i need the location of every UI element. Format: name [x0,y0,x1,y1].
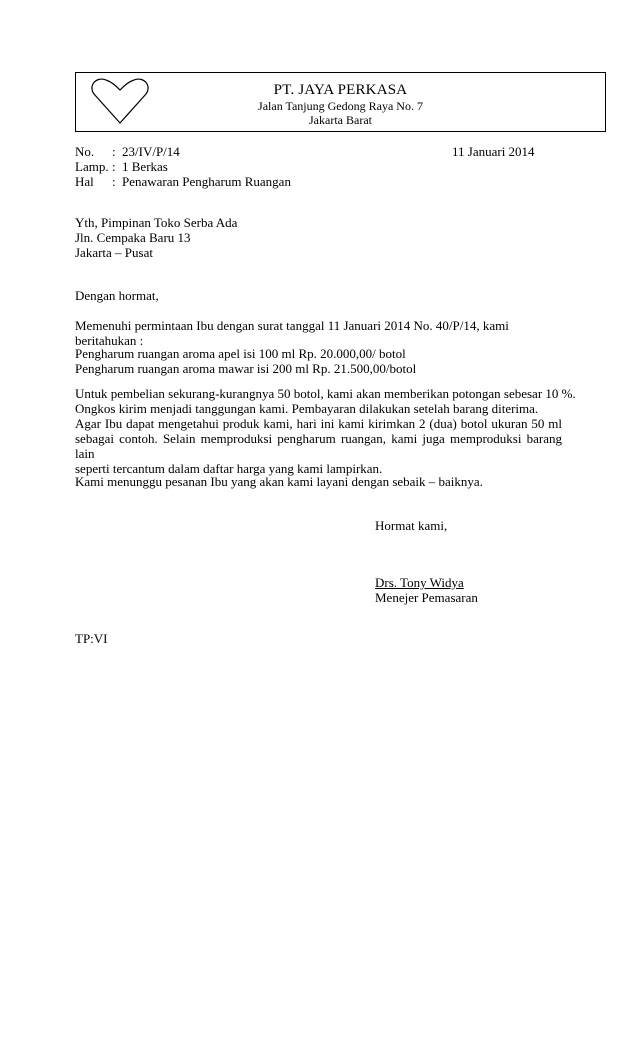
signature-block [375,575,478,605]
product-item: Pengharum ruangan aroma apel isi 100 ml Rp. 20.000,00/ botol [75,346,406,361]
signatory-title: Menejer Pemasaran [375,590,478,605]
company-address-city: Jakarta Barat [309,113,372,127]
recipient-line: Jakarta – Pusat [75,245,153,260]
meta-colon: : [112,144,116,159]
letterhead-text [76,81,605,127]
recipient-address [75,215,562,260]
company-address-street: Jalan Tanjung Gedong Raya No. 7 [258,99,423,113]
meta-value: 23/IV/P/14 [122,144,180,159]
signature-salutation: Hormat kami, [375,518,448,533]
meta-row-attachment [75,159,535,174]
meta-key: No. [75,144,95,159]
company-name: PT. JAYA PERKASA [273,82,408,98]
recipient-line: Jln. Cempaka Baru 13 [75,230,191,245]
reference-initials: TP:VI [75,631,108,646]
meta-key: Lamp. [75,159,109,174]
letter-date: 11 Januari 2014 [452,144,535,159]
meta-row-subject [75,174,535,189]
paragraph-line: Agar Ibu dapat mengetahui produk kami, hari ini kami kirimkan 2 (dua) botol ukuran 50 ml [75,416,562,431]
offer-paragraph [75,386,576,476]
paragraph-line: Untuk pembelian sekurang-kurangnya 50 botol, kami akan memberikan potongan sebesar 10 %. [75,386,576,401]
letterhead [75,72,606,132]
meta-colon: : [112,174,116,189]
paragraph-line: seperti tercantum dalam daftar harga yang kami lampirkan. [75,461,383,476]
meta-key: Hal [75,174,94,189]
meta-value: 1 Berkas [122,159,168,174]
paragraph-line: Ongkos kirim menjadi tanggungan kami. Pembayaran dilakukan setelah barang diterima. [75,401,539,416]
closing-paragraph: Kami menunggu pesanan Ibu yang akan kami layani dengan sebaik – baiknya. [75,474,483,489]
signatory-name: Drs. Tony Widya [375,575,464,590]
intro-paragraph: Memenuhi permintaan Ibu dengan surat tanggal 11 Januari 2014 No. 40/P/14, kami beritahukan : [75,318,509,348]
meta-colon: : [112,159,116,174]
recipient-line: Yth, Pimpinan Toko Serba Ada [75,215,238,230]
greeting: Dengan hormat, [75,288,159,303]
product-item: Pengharum ruangan aroma mawar isi 200 ml Rp. 21.500,00/botol [75,361,417,376]
meta-value: Penawaran Pengharum Ruangan [122,174,291,189]
product-list [75,346,562,376]
paragraph-line: sebagai contoh. Selain memproduksi pengharum ruangan, kami juga memproduksi barang lain [75,431,562,461]
